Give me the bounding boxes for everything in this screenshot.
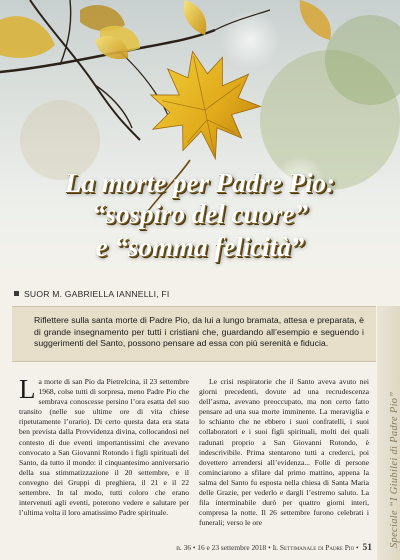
page-footer — [0, 543, 372, 553]
article-title-line-1: La morte per Padre Pio: — [65, 168, 335, 198]
author-byline — [14, 289, 314, 299]
body-text-left: a morte di san Pio da Pietrelcina, il 23 settembre 1968, colse tutti di sorpresa, meno Padre Pio che sembrava conoscesse persino l’ora esatta del suo transito (nelle sue ultime ore di vita chiese ripetutamente l’orario). Di certo questa data era stata ben prevista dalla Provvidenza divina, collocandosi nel contesto di due eventi importantissimi che avevano convocato a San Giovanni Rotondo i figli spirituali del Santo, da tutto il mondo: il cinquantesimo anniversario della sua stimmatizzazione il 20 settembre, e il convegno dei Gruppi di preghiera, il 21 e il 22 settembre. In tal modo, tutti coloro che erano intervenuti agli eventi, poterono vedere e salutare per l’ultima volta il loro amatissimo Padre spirituale. — [19, 377, 189, 518]
drop-cap: L — [19, 377, 36, 404]
article-title-line-2: “sospiro del cuore” — [92, 199, 308, 229]
page-number: 51 — [362, 543, 372, 553]
footer-sep-1: • — [192, 543, 196, 552]
body-text-right: Le crisi respiratorie che il Santo aveva avuto nei giorni precedenti, dovute ad una recrudescenza dell’asma, avevano preoccupato, ma non certo fatto pensare ad una sua morte imminente. La meraviglia e lo schianto che ne ebbero i suoi confratelli, i suoi collaboratori e i suoi figli spirituali, molti dei quali radunati proprio a San Giovanni Rotondo, è indescrivibile. Prima stentarono tutti a crederci, poi dovettero arrendersi all’evidenza... Folle di persone cominciarono a sfilare dal primo mattino, appena la salma del Santo fu esposta nella chiesa di Santa Maria delle Grazie, per vederlo e dargli l’estremo saluto. La fila interminabile durò per quattro giorni interi, compresa la notte. Il 26 settembre furono celebrati i funerali; verso le ore — [199, 377, 369, 528]
body-column-right — [199, 377, 369, 543]
special-section-label: Speciale “I Giubilei di Padre Pio” — [389, 391, 400, 548]
footer-issue: n. 36 — [176, 543, 191, 552]
body-paragraph-left — [19, 377, 189, 518]
footer-sep-3: • — [356, 543, 359, 552]
article-title-line-3: e “somma felicità” — [95, 232, 305, 262]
abstract-text: Riflettere sulla santa morte di Padre Pio, da lui a lungo bramata, attesa e preparata, è di grande insegnamento per tutti i cristiani che, guardando all’esempio e seguendo i suggerimenti del Santo, possono pensare ad essa con più serenità e fiducia. — [34, 315, 364, 349]
author-name: SUOR M. GABRIELLA IANNELLI, FI — [24, 289, 170, 299]
footer-dates: 16 e 23 settembre 2018 — [197, 543, 267, 552]
footer-publication: Il Settimanale di Padre Pio — [272, 543, 355, 552]
body-column-left — [19, 377, 189, 543]
footer-sep-2: • — [268, 543, 271, 552]
abstract-box — [12, 306, 376, 362]
byline-square-icon — [14, 291, 19, 296]
